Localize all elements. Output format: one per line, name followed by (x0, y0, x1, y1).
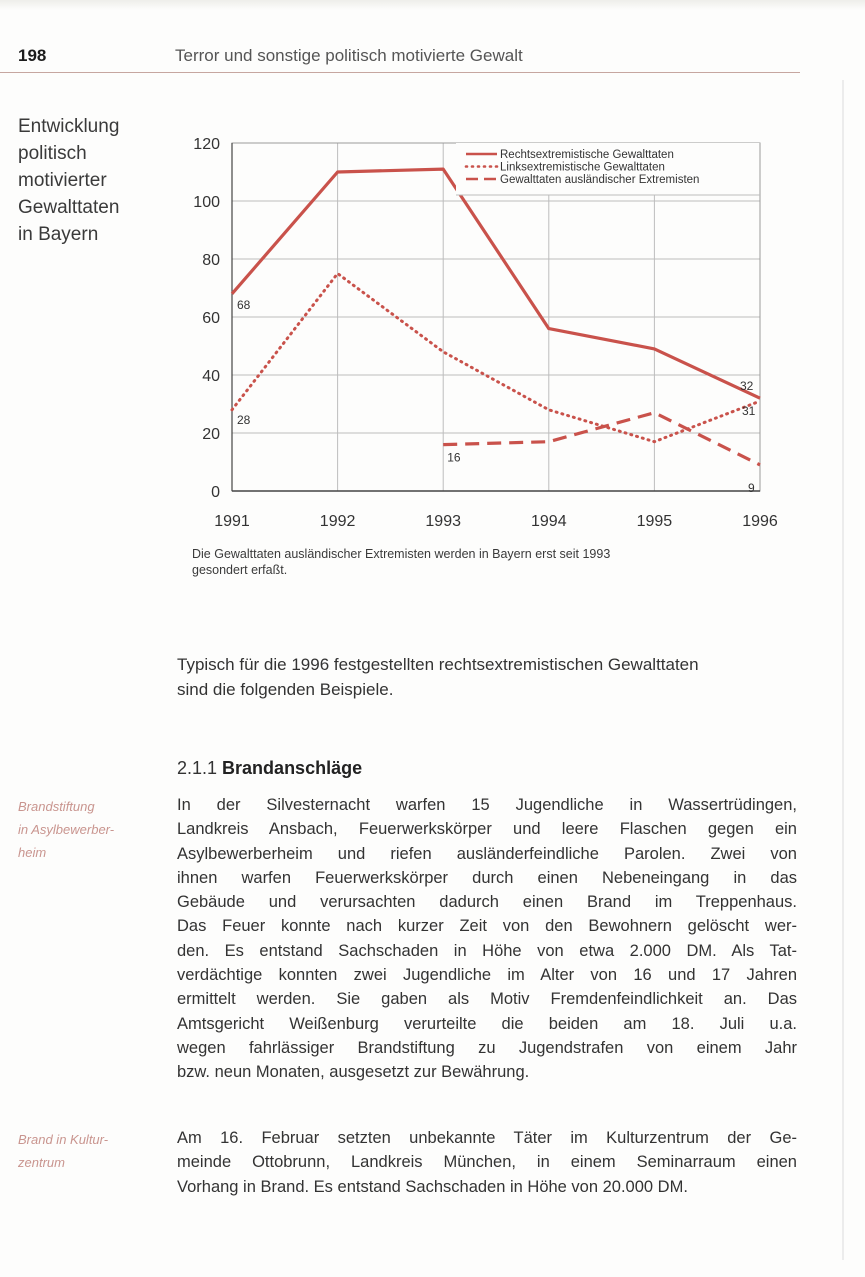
data-label: 32 (740, 379, 754, 394)
chart-caption-line: motivierter (18, 170, 107, 191)
paragraph-line: ihnen warfen Feuerwerkskörper durch einen Nebeneingang in das (177, 868, 797, 887)
x-tick-label: 1993 (425, 513, 461, 530)
paragraph-line: Asylbewerberheim und riefen ausländerfeindliche Parolen. Zwei von (177, 844, 797, 863)
x-tick-labels (214, 513, 778, 530)
paragraph-line: ermittelt werden. Sie gaben als Motiv Fremdenfeindlichkeit an. Das (177, 990, 797, 1009)
legend-entries (466, 149, 699, 186)
y-tick-label: 80 (202, 252, 220, 269)
x-tick-label: 1992 (319, 513, 356, 530)
y-tick-label: 0 (211, 484, 220, 501)
y-tick-label: 20 (202, 426, 220, 443)
paragraph-line: meinde Ottobrunn, Landkreis München, in einem Seminarraum einen (177, 1153, 797, 1172)
y-tick-label: 120 (193, 136, 220, 153)
chart-caption-line: Gewalttaten (18, 197, 120, 218)
y-tick-label: 40 (202, 368, 220, 385)
x-tick-label: 1996 (742, 513, 778, 530)
page-number: 198 (18, 46, 47, 65)
margin-note-brandstiftung (18, 795, 114, 864)
series-line-dashed (443, 413, 760, 465)
data-label: 16 (447, 450, 461, 465)
x-tick-label: 1994 (531, 513, 567, 530)
margin-note-line: heim (18, 845, 47, 860)
paragraph-kulturzentrum (177, 1126, 797, 1199)
margin-note-line: Brandstiftung (18, 799, 95, 814)
legend-label: Gewalttaten ausländischer Extremisten (500, 174, 700, 186)
paragraph-line: Gebäude und verursachten dadurch einen Brand im Treppenhaus. (177, 893, 797, 912)
x-tick-label: 1995 (636, 513, 673, 530)
chart-footnote-line: gesondert erfaßt. (192, 563, 288, 577)
chart-caption-line: in Bayern (18, 224, 99, 245)
paragraph-line: den. Es entstand Sachschaden in Höhe von etwa 2.000 DM. Als Tat- (177, 941, 797, 960)
series-line-solid (232, 169, 760, 398)
paragraph-line: Landkreis Ansbach, Feuerwerkskörper und leere Flaschen gegen ein (177, 820, 797, 839)
paragraph-line: Amtsgericht Weißenburg verurteilte die beiden am 18. Juli u.a. (177, 1014, 797, 1033)
chart-legend (456, 143, 760, 195)
margin-note-line: Brand in Kultur- (18, 1132, 109, 1147)
legend-label: Rechtsextremistische Gewalttaten (500, 149, 674, 161)
paragraph-line: Am 16. Februar setzten unbekannte Täter im Kulturzentrum der Ge- (177, 1129, 797, 1147)
data-label: 28 (237, 412, 251, 427)
series-line-dotted (232, 274, 760, 442)
chart-caption-line: Entwicklung (18, 116, 120, 137)
paragraph-line: Vorhang in Brand. Es entstand Sachschaden in Höhe von 20.000 DM. (177, 1177, 688, 1196)
chart-footnote (192, 546, 772, 578)
chart-caption-line: politisch (18, 143, 87, 164)
data-label: 31 (742, 404, 756, 419)
paragraph-line: In der Silvesternacht warfen 15 Jugendliche in Wassertrüdingen, (177, 796, 797, 814)
y-tick-label: 60 (202, 310, 220, 327)
paragraph-brandstiftung (177, 793, 797, 1085)
running-title: Terror und sonstige politisch motivierte Gewalt (175, 46, 523, 65)
intro-line: sind die folgenden Beispiele. (177, 680, 394, 699)
section-number: 2.1.1 (177, 758, 223, 778)
x-tick-label: 1991 (214, 513, 250, 530)
y-tick-labels (193, 136, 220, 501)
paragraph-line: Das Feuer konnte nach kurzer Zeit von den Bewohnern gelöscht wer- (177, 917, 797, 936)
line-chart (0, 0, 865, 560)
intro-paragraph (177, 652, 797, 702)
margin-note-kulturzentrum (18, 1128, 108, 1174)
intro-line: Typisch für die 1996 festgestellten rechtsextremistischen Gewalttaten (177, 655, 699, 674)
data-labels (237, 298, 756, 495)
data-label: 9 (748, 480, 755, 495)
section-title: Brandanschläge (222, 758, 363, 778)
legend-label: Linksextremistische Gewalttaten (500, 161, 665, 174)
chart-footnote-line: Die Gewalttaten ausländischer Extremisten werden in Bayern erst seit 1993 (192, 547, 611, 561)
paragraph-line: bzw. neun Monaten, ausgesetzt zur Bewährung. (177, 1063, 530, 1082)
section-heading (177, 758, 362, 779)
paragraph-line: wegen fahrlässiger Brandstiftung zu Jugendstrafen von einem Jahr (177, 1038, 797, 1057)
data-label: 68 (237, 297, 251, 312)
margin-note-line: zentrum (18, 1155, 65, 1170)
margin-note-line: in Asylbewerber- (18, 822, 115, 837)
y-tick-label: 100 (193, 194, 220, 211)
paragraph-line: verdächtige konnten zwei Jugendliche im Alter von 16 und 17 Jahren (177, 966, 797, 985)
